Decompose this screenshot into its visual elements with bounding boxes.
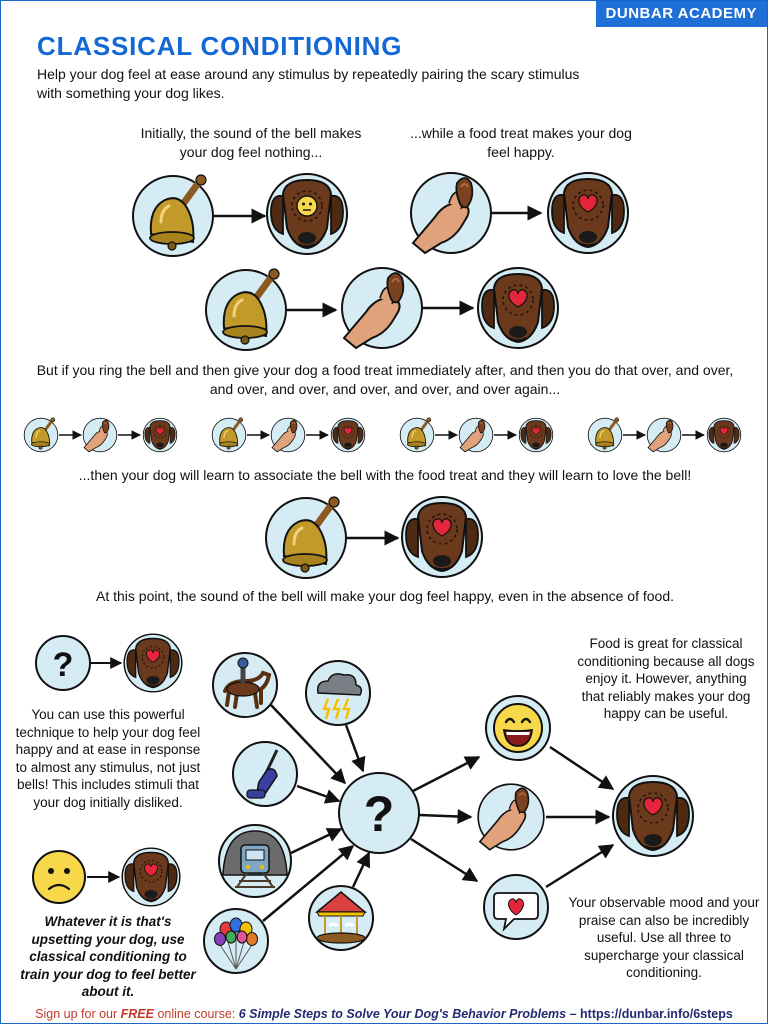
arrow-laughing-to-happy-dog — [550, 747, 613, 789]
question-mark-icon: ? — [363, 786, 395, 842]
laughing-face-circle — [486, 696, 550, 760]
dog-happy-small — [124, 634, 182, 692]
dog-happy-circle — [613, 776, 693, 856]
carousel-circle — [309, 886, 373, 950]
arrow-question-to-food — [419, 815, 471, 817]
storm-cloud-circle — [306, 661, 370, 725]
caption-food-initial: ...while a food treat makes your dog feel happy. — [410, 125, 632, 160]
bell-circle — [133, 175, 213, 256]
footer-lead: Sign up for our — [35, 1007, 121, 1021]
note-upsetting: Whatever it is that's upsetting your dog, use classical conditioning to train your dog to feel better about it. — [20, 914, 196, 999]
footer-mid: online course: — [153, 1007, 239, 1021]
arrow-question-to-praise — [411, 839, 477, 881]
question-circle-small — [36, 636, 90, 690]
bell-circle — [206, 269, 286, 350]
arrow-storm-to-question — [346, 725, 363, 771]
hand-treat-circle — [411, 173, 491, 253]
conditioning-diagram — [1, 1, 767, 1001]
intro-text: Help your dog feel at ease around any stimulus by repeatedly pairing the scary stimulus with something your dog likes. — [37, 66, 580, 101]
footer-free: FREE — [120, 1007, 154, 1021]
note-mood-praise: Your observable mood and your praise can also be incredibly useful. Use all three to supercharge your classical conditioning. — [568, 895, 760, 980]
arrow-praise-to-happy-dog — [546, 845, 613, 887]
hand-treat-circle — [342, 268, 422, 348]
dog-neutral-circle — [267, 174, 347, 254]
dog-happy-small — [122, 848, 180, 906]
dog-happy-circle — [548, 173, 628, 253]
note-any-stimulus: You can use this powerful technique to help your dog feel happy and at ease in response to almost any stimulus, not just bells! This includes stimuli that your dog initially disliked. — [15, 707, 201, 810]
speech-heart-circle — [484, 875, 548, 939]
footer-course-name[interactable]: 6 Simple Steps to Solve Your Dog's Behavior Problems — [238, 1007, 567, 1021]
question-mark-icon: ? — [52, 646, 74, 684]
repetition-sequence-2 — [212, 418, 365, 452]
page-title: CLASSICAL CONDITIONING — [37, 31, 403, 61]
repetition-sequence-1 — [24, 418, 177, 452]
arrow-carousel-to-question — [353, 853, 369, 887]
dog-happy-circle — [478, 268, 558, 348]
bell-circle — [266, 497, 346, 578]
note-food: Food is great for classical conditioning because all dogs enjoy it. However, anything that reliably makes your dog happy can be useful. — [577, 636, 755, 721]
repetition-sequence-4 — [588, 418, 741, 452]
caption-bell-initial: Initially, the sound of the bell makes your dog feel nothing... — [140, 125, 362, 160]
dog-happy-circle — [402, 497, 482, 577]
horse-rider-circle — [213, 653, 277, 717]
footer-cta — [1, 1007, 767, 1021]
train-tunnel-circle — [219, 825, 291, 897]
question-circle-large — [339, 773, 419, 853]
repetition-sequence-3 — [400, 418, 553, 452]
vacuum-circle — [233, 742, 297, 806]
footer-dash: – — [566, 1007, 581, 1021]
hand-treat-circle — [478, 784, 544, 850]
balloons-circle — [204, 909, 268, 973]
arrow-train-to-question — [291, 829, 341, 853]
footer-url-link[interactable]: https://dunbar.info/6steps — [580, 1007, 733, 1021]
brand-badge: DUNBAR ACADEMY — [596, 1, 767, 27]
sad-face-circle — [33, 851, 85, 903]
caption-repeat: But if you ring the bell and then give your dog a food treat immediately after, and then you do that over, and over, and over, and over, and over, and over, and over again... — [36, 362, 734, 397]
caption-learn: ...then your dog will learn to associate the bell with the food treat and they will learn to love the bell! — [78, 467, 692, 483]
arrow-vacuum-to-question — [297, 786, 339, 801]
arrow-question-to-laughing-face — [413, 757, 479, 791]
caption-result: At this point, the sound of the bell will make your dog feel happy, even in the absence of food. — [96, 588, 674, 604]
